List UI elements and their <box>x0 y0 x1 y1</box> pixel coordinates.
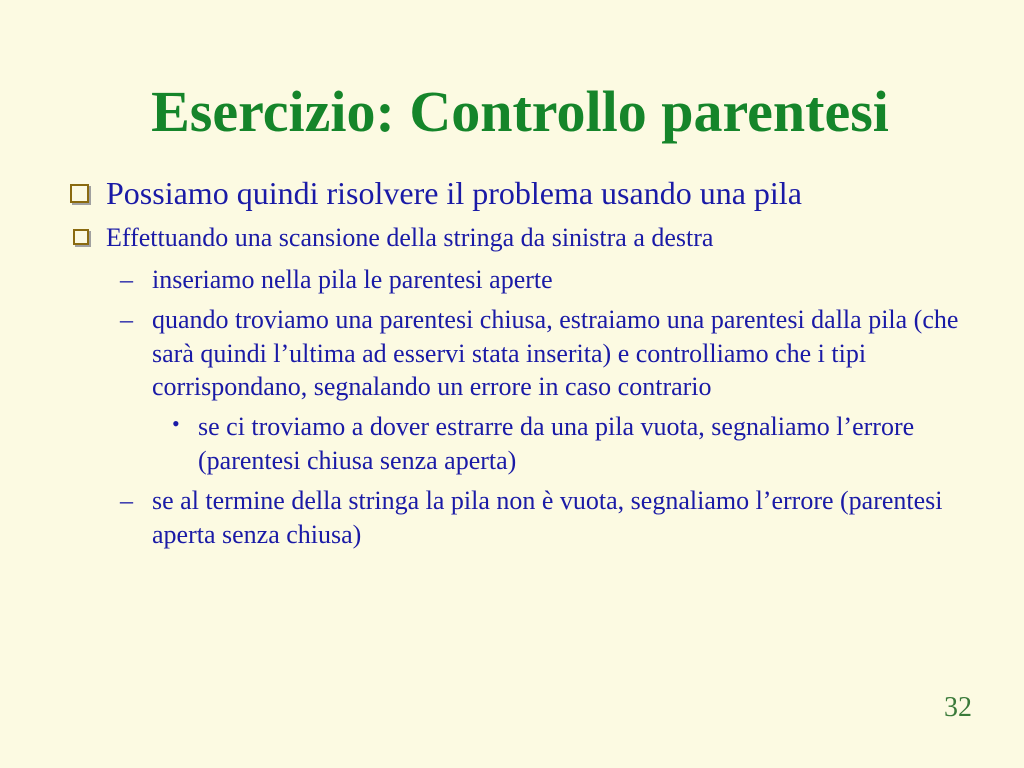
sub-bullet-item <box>70 263 990 297</box>
sub-sub-bullet-text: se ci troviamo a dover estrarre da una pila vuota, segnaliamo l’errore (parentesi chiusa senza aperta) <box>198 412 915 475</box>
sub-bullet-text: inseriamo nella pila le parentesi aperte <box>152 265 553 295</box>
dash-bullet-icon: – <box>120 304 133 334</box>
slide-title: Esercizio: Controllo parentesi <box>151 79 889 144</box>
bullet-text: Effettuando una scansione della stringa da sinistra a destra <box>106 222 714 252</box>
slide-content <box>70 176 990 557</box>
dash-bullet-icon: – <box>120 485 133 515</box>
sub-bullet-item <box>70 303 990 404</box>
sub-bullet-text: quando troviamo una parentesi chiusa, estraiamo una parentesi dalla pila (che sarà quindi l’ultima ad esservi stata inserita) e controlliamo che i tipi corrispondano, segnalando un errore in caso contrario <box>152 304 959 402</box>
sub-sub-bullet-item <box>70 410 990 478</box>
bullet-text: Possiamo quindi risolvere il problema usando una pila <box>106 175 802 211</box>
page-number: 32 <box>944 692 972 723</box>
dot-bullet-icon: • <box>172 411 180 437</box>
square-bullet-icon <box>73 229 89 245</box>
bullet-item <box>70 176 990 212</box>
sub-bullet-item <box>70 484 990 552</box>
sub-bullet-text: se al termine della stringa la pila non è vuota, segnaliamo l’errore (parentesi aperta senza chiusa) <box>152 485 943 549</box>
bullet-item <box>70 222 990 253</box>
square-bullet-icon <box>70 184 89 203</box>
dash-bullet-icon: – <box>120 265 133 295</box>
